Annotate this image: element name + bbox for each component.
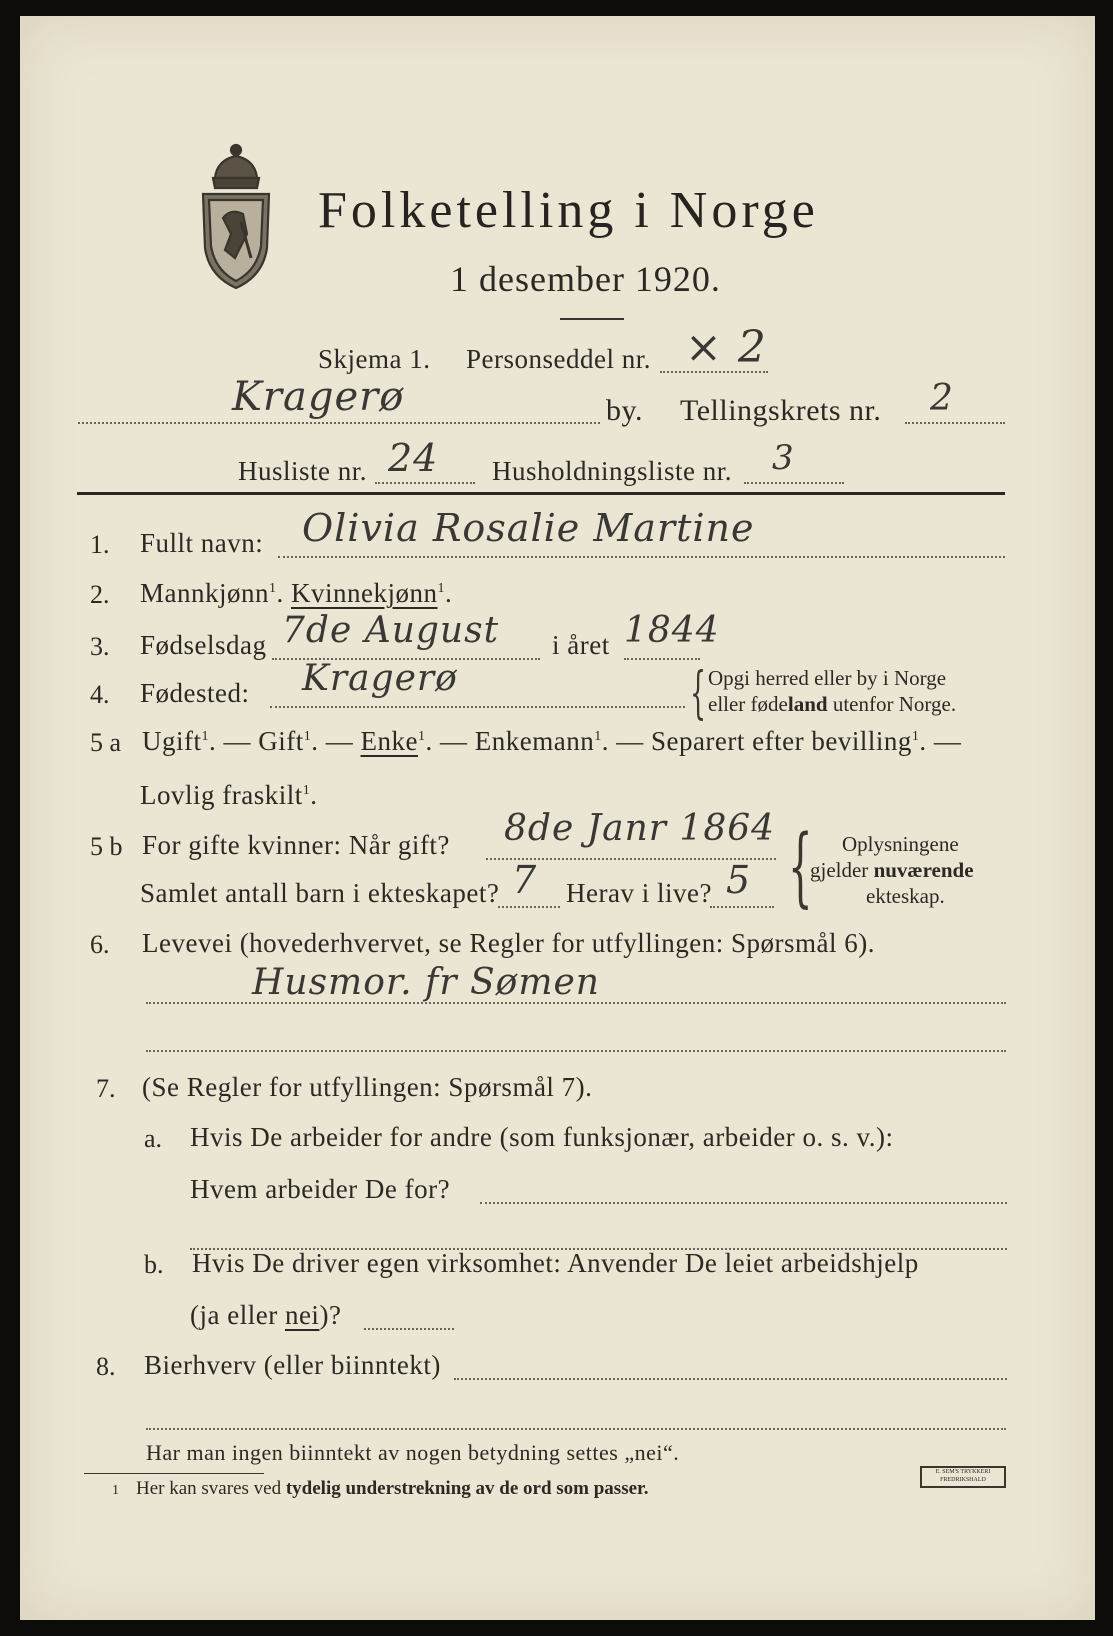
husholdning-value[interactable]: 3 [772,438,795,478]
husholdning-label: Husholdningsliste nr. [492,456,733,486]
q8-label: Bierhverv (eller biinntekt) [144,1350,441,1380]
q4-line [270,706,685,708]
q3-birth-date[interactable]: 7de August [282,610,500,651]
q4-label: Fødested: [140,678,250,708]
q6-occupation[interactable]: Husmor. fr Sømen [252,962,600,1003]
q1-line [278,556,1005,558]
husliste-label: Husliste nr. [238,456,368,486]
q7a-letter: a. [144,1124,163,1153]
header-divider [77,492,1005,495]
q7b-letter: b. [144,1250,164,1279]
q4-note-line1: Opgi herred eller by i Norge [708,666,947,690]
q6-line2 [146,1050,1006,1052]
q6-label: Levevei (hovederhvervet, se Regler for utfyllingen: Spørsmål 6). [142,928,876,958]
q5b-label: For gifte kvinner: Når gift? [142,830,450,860]
q4-note-line2: eller fødeland utenfor Norge. [708,692,957,716]
tellingskrets-value[interactable]: 2 [930,378,954,419]
q3-birth-year[interactable]: 1844 [624,610,720,651]
q5b-alive-label: Herav i live? [566,878,712,908]
q7a-text: Hvis De arbeider for andre (som funksjonær, arbeider o. s. v.): [190,1122,894,1152]
q1-number: 1. [90,530,110,559]
q6-number: 6. [90,930,110,959]
q3-year-label: i året [552,630,610,660]
q4-note-brace: { [690,661,707,726]
q2-number: 2. [90,580,110,609]
q5b-married-date[interactable]: 8de Janr 1864 [504,808,776,849]
q5a-options: Ugift$^1$. — Gift$^1$. — Enke$^1$. — Enkemann$^1$. — Separert efter bevilling$^1$. — [142,726,962,756]
q8-line1[interactable] [454,1378,1007,1380]
q5a-enke[interactable]: Enke [360,726,418,756]
norway-coat-of-arms-icon [195,138,277,292]
q7b-question: (ja eller nei)? [190,1300,342,1330]
q5a-gift[interactable]: Gift [258,726,304,756]
personseddel-value[interactable]: × 2 [685,322,767,373]
q8-number: 8. [96,1352,116,1381]
q1-label: Fullt navn: [140,528,264,558]
q5b-note-line1: Oplysningene [842,832,959,856]
personseddel-label: Personseddel nr. [466,344,651,374]
q5b-children-count[interactable]: 7 [512,858,538,902]
city-line [78,422,600,424]
q7a-question: Hvem arbeider De for? [190,1174,451,1204]
census-date: 1 desember 1920. [450,259,721,299]
q7b-text: Hvis De driver egen virksomhet: Anvender De leiet arbeidshjelp [192,1248,919,1278]
footnote-number: 1 [112,1483,119,1498]
q3-label: Fødselsdag [140,630,267,660]
q7b-nei-option[interactable]: nei [284,1300,320,1330]
q5a-fraskilt[interactable]: Lovlig fraskilt [140,780,303,810]
schema-label: Skjema 1. [318,344,431,374]
q5b-children-label: Samlet antall barn i ekteskapet? [140,878,500,908]
q4-birthplace[interactable]: Kragerø [302,658,458,699]
tellingskrets-label: Tellingskrets nr. [680,394,882,427]
q5b-number: 5 b [90,832,123,861]
by-label: by. [606,394,644,427]
q2-mannkjonn[interactable]: Mannkjønn [140,578,269,608]
printer-stamp: E. SEM'S TRYKKERI FREDRIKSHALD [920,1466,1006,1488]
q5a-ugift[interactable]: Ugift [142,726,202,756]
q5a-fraskilt-row: Lovlig fraskilt$^1$. [140,780,318,810]
q5b-note-line3: ekteskap. [866,884,945,908]
footnote-rule [84,1473,264,1474]
q3-year-line [624,658,700,660]
footer-note: Har man ingen biinntekt av nogen betydning settes „nei“. [146,1440,680,1465]
q5b-alive-count[interactable]: 5 [726,858,752,902]
q5b-note-line2: gjelder nuværende [810,858,974,882]
q7b-line[interactable] [364,1328,454,1330]
form-title: Folketelling i Norge [318,182,819,239]
q2-options: Mannkjønn$^1$. Kvinnekjønn$^1$. [140,578,453,608]
q7-label: (Se Regler for utfyllingen: Spørsmål 7). [142,1072,593,1102]
q5a-enkemann[interactable]: Enkemann [474,726,595,756]
q1-full-name[interactable]: Olivia Rosalie Martine [302,506,755,550]
footnote-text: Her kan svares ved tydelig understrekning av de ord som passer. [136,1478,649,1499]
tellingskrets-line [905,422,1005,424]
q8-line2[interactable] [146,1428,1006,1430]
q5b-children-line [498,906,560,908]
census-form-sheet [20,16,1095,1620]
q7-number: 7. [96,1074,116,1103]
q5a-separert[interactable]: Separert efter bevilling [650,726,912,756]
q2-kvinnekjonn[interactable]: Kvinnekjønn [291,578,438,608]
husliste-value[interactable]: 24 [388,436,439,480]
city-value[interactable]: Kragerø [232,374,405,420]
q5b-note-brace: { [788,817,813,917]
title-rule [560,318,624,320]
husliste-line [375,482,475,484]
q5b-alive-line [710,906,774,908]
husholdning-line [744,482,844,484]
q7a-line1[interactable] [480,1202,1007,1204]
q5a-number: 5 a [90,728,122,757]
q3-number: 3. [90,632,110,661]
q4-number: 4. [90,680,110,709]
